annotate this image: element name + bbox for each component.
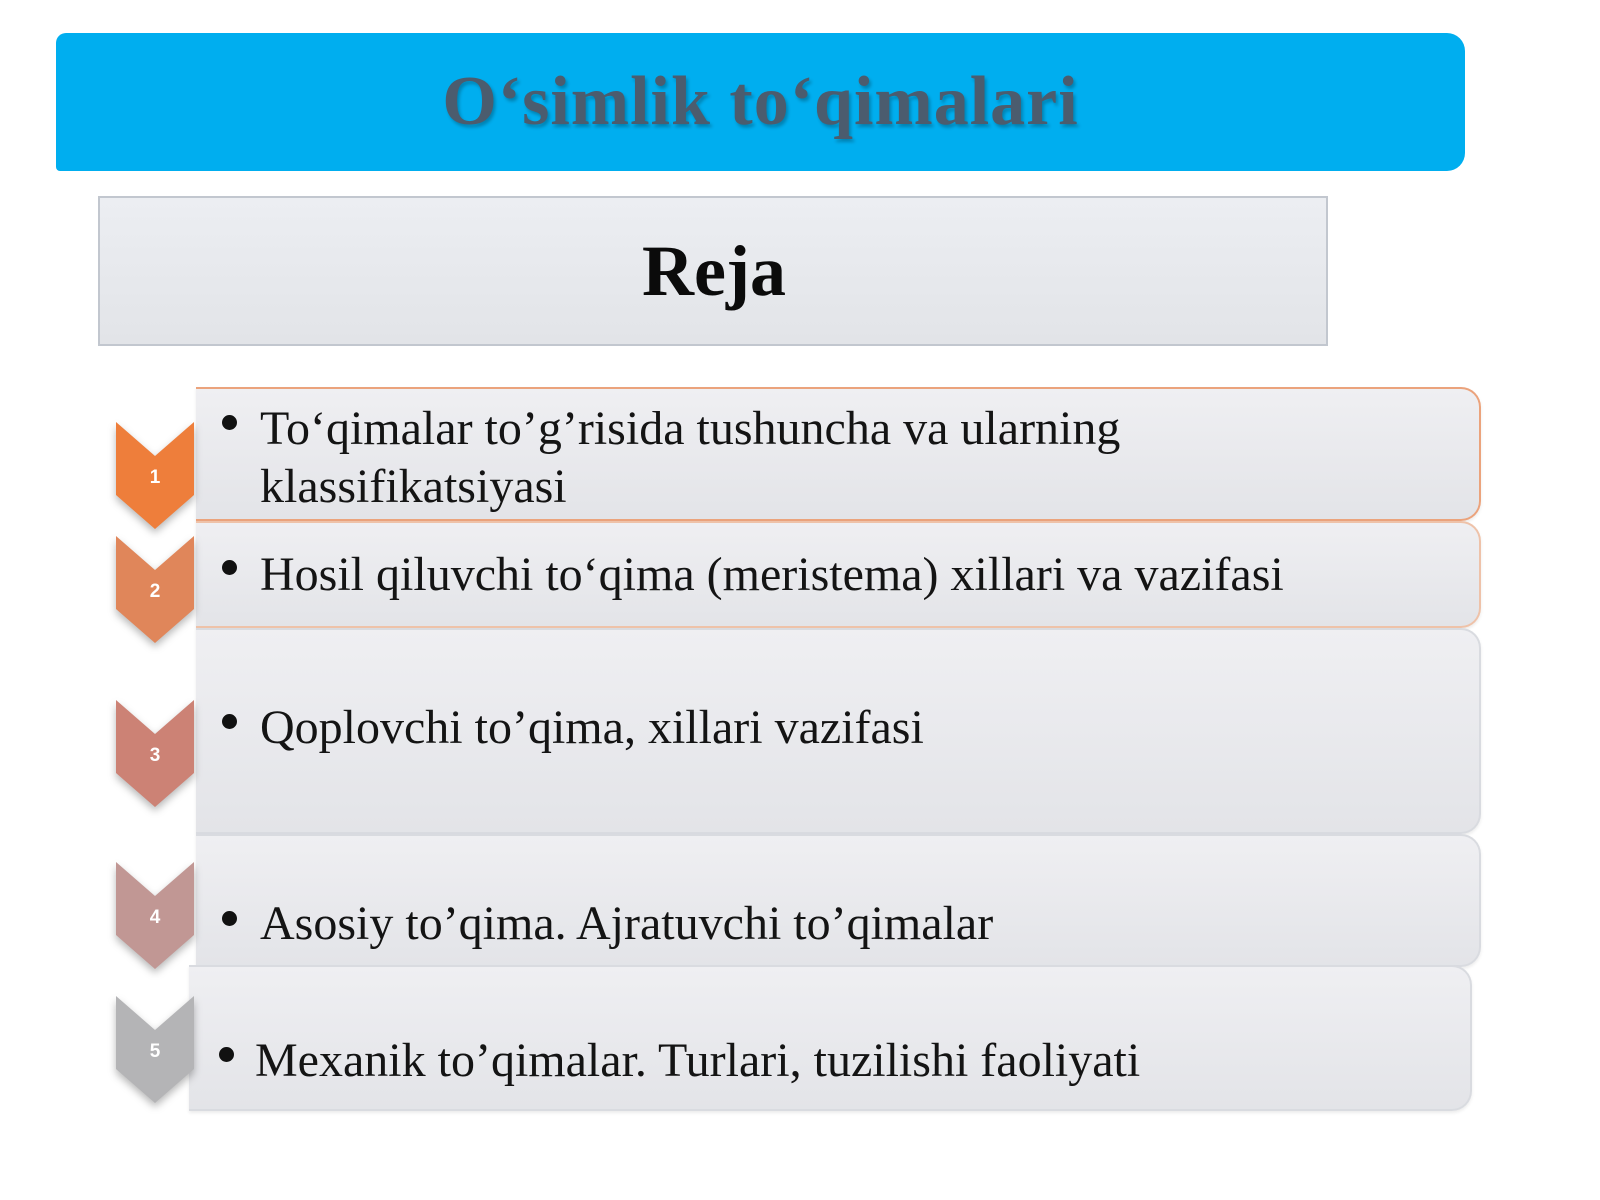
chevron-marker-2 [116, 536, 198, 646]
plan-item-4-line-1: Asosiy to’qima. Ajratuvchi to’qimalar [260, 897, 994, 950]
subtitle-box [98, 196, 1328, 346]
chevron-number-5: 5 [149, 1041, 161, 1062]
plan-item-3-line-1: Qoplovchi to’qima, xillari vazifasi [260, 701, 924, 754]
title-banner [56, 33, 1465, 171]
bullet-dot [222, 415, 237, 430]
chevron-marker-3 [116, 700, 198, 810]
chevron-number-2: 2 [149, 581, 161, 602]
chevron-number-4: 4 [149, 907, 161, 928]
plan-item-1-line-2: klassifikatsiyasi [260, 460, 567, 513]
chevron-number-3: 3 [149, 745, 161, 766]
plan-item-4 [196, 834, 1481, 967]
plan-item-5 [189, 965, 1472, 1111]
slide-title: O‘simlik to‘qimalari [442, 63, 1079, 140]
chevron-marker-5 [116, 996, 198, 1106]
chevron-number-1: 1 [149, 467, 161, 488]
plan-item-1-line-1: To‘qimalar to’g’risida tushuncha va ularning [260, 402, 1121, 455]
bullet-dot [219, 1047, 234, 1062]
plan-item-5-line-1: Mexanik to’qimalar. Turlari, tuzilishi faoliyati [255, 1034, 1141, 1087]
bullet-dot [222, 560, 237, 575]
plan-item-2 [196, 521, 1481, 628]
chevron-marker-1 [116, 422, 198, 532]
slide-subtitle: Reja [642, 230, 786, 311]
plan-item-2-line-1: Hosil qiluvchi to‘qima (meristema) xillari va vazifasi [260, 548, 1284, 601]
plan-item-1 [196, 387, 1481, 521]
chevron-marker-4 [116, 862, 198, 972]
plan-item-3 [196, 628, 1481, 834]
bullet-dot [222, 714, 237, 729]
bullet-dot [222, 911, 237, 926]
